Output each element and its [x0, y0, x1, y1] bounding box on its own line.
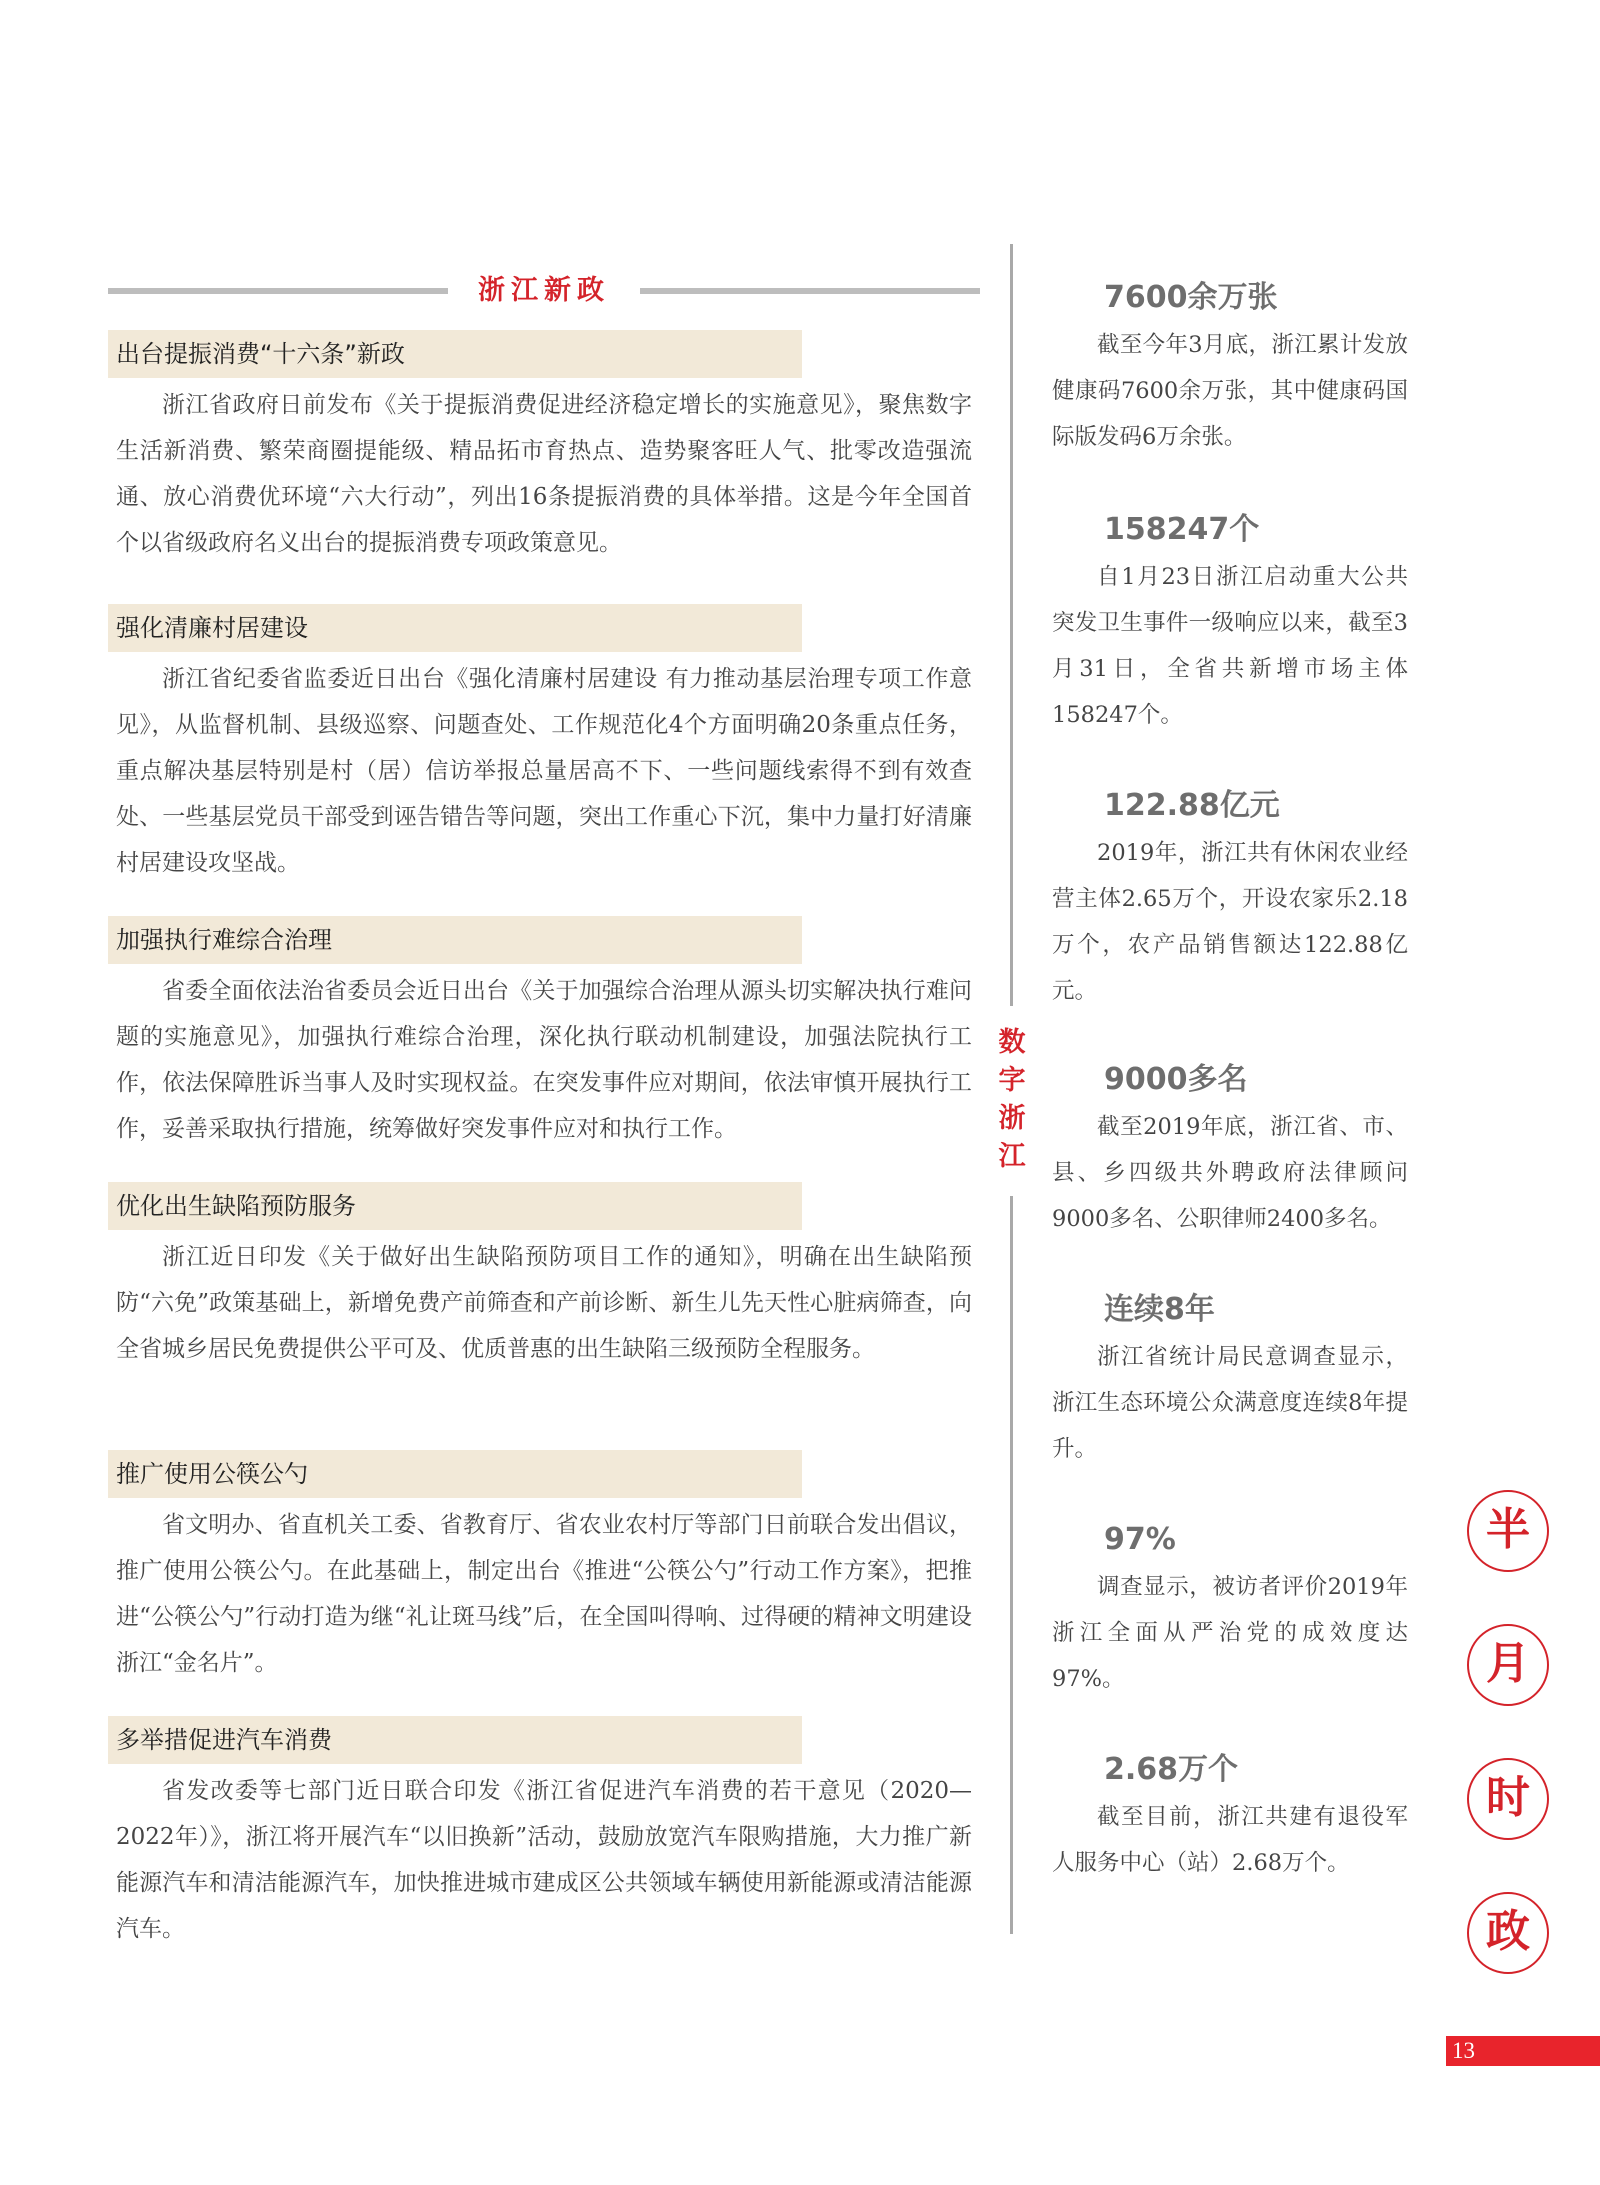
column-title-char: 时	[1467, 1758, 1549, 1840]
stat-party-governance	[1052, 1518, 1408, 1702]
article-birth-defects	[108, 1182, 980, 1372]
stat-desc: 浙江省统计局民意调查显示，浙江生态环境公众满意度连续8年提升。	[1052, 1344, 1408, 1462]
article-heading: 强化清廉村居建设	[108, 604, 802, 652]
article-body: 浙江近日印发《关于做好出生缺陷预防项目工作的通知》，明确在出生缺陷预防“六免”政策基础上，新增免费产前筛查和产前诊断、新生儿先天性心脏病筛查，向全省城乡居民免费提供公平可及、优质普惠的出生缺陷三级预防全程服务。	[116, 1244, 972, 1362]
stat-market-entities	[1052, 508, 1408, 738]
article-body: 省委全面依法治省委员会近日出台《关于加强综合治理从源头切实解决执行难问题的实施意见》，加强执行难综合治理，深化执行联动机制建设，加强法院执行工作，依法保障胜诉当事人及时实现权益。在突发事件应对期间，依法审慎开展执行工作，妥善采取执行措施，统筹做好突发事件应对和执行工作。	[116, 978, 972, 1142]
article-serving-chopsticks	[108, 1450, 980, 1686]
divider-bottom	[1010, 1196, 1013, 1934]
section-title: 浙江新政	[478, 275, 610, 306]
column-title-char: 政	[1467, 1892, 1549, 1974]
stat-number: 2.68万个	[1104, 1752, 1239, 1787]
article-heading: 加强执行难综合治理	[108, 916, 802, 964]
stat-desc: 截至目前，浙江共建有退役军人服务中心（站）2.68万个。	[1052, 1804, 1408, 1876]
article-body: 省发改委等七部门近日联合印发《浙江省促进汽车消费的若干意见（2020—2022年）》，浙江将开展汽车“以旧换新”活动，鼓励放宽汽车限购措施，大力推广新能源汽车和清洁能源汽车，加快推进城市建成区公共领域车辆使用新能源或清洁能源汽车。	[116, 1778, 972, 1942]
sidebar-label	[994, 1024, 1030, 1176]
article-heading: 推广使用公筷公勺	[108, 1450, 802, 1498]
stat-desc: 自1月23日浙江启动重大公共突发卫生事件一级响应以来，截至3月31日，全省共新增市场主体158247个。	[1052, 564, 1408, 728]
stat-desc: 截至2019年底，浙江省、市、县、乡四级共外聘政府法律顾问9000多名、公职律师2400多名。	[1052, 1114, 1408, 1232]
stat-number: 7600余万张	[1104, 280, 1278, 315]
stat-number: 97%	[1104, 1522, 1176, 1557]
stat-number: 158247个	[1104, 512, 1260, 547]
article-body: 省文明办、省直机关工委、省教育厅、省农业农村厅等部门日前联合发出倡议，推广使用公筷公勺。在此基础上，制定出台《推进“公筷公勺”行动工作方案》，把推进“公筷公勺”行动打造为继“礼让斑马线”后，在全国叫得响、过得硬的精神文明建设浙江“金名片”。	[116, 1512, 972, 1676]
stat-agri-sales	[1052, 784, 1408, 1014]
article-heading: 出台提振消费“十六条”新政	[108, 330, 802, 378]
article-heading: 多举措促进汽车消费	[108, 1716, 802, 1764]
article-consumption	[108, 330, 980, 566]
page-number: 13	[1446, 2036, 1600, 2066]
stat-eco-satisfaction	[1052, 1288, 1408, 1472]
stat-number: 122.88亿元	[1104, 788, 1280, 823]
stat-number: 9000多名	[1104, 1062, 1248, 1097]
stat-number: 连续8年	[1104, 1292, 1215, 1327]
article-body: 浙江省纪委省监委近日出台《强化清廉村居建设 有力推动基层治理专项工作意见》，从监督机制、县级巡察、问题查处、工作规范化4个方面明确20条重点任务，重点解决基层特别是村（居）信访举报总量居高不下、一些问题线索得不到有效查处、一些基层党员干部受到诬告错告等问题，突出工作重心下沉，集中力量打好清廉村居建设攻坚战。	[116, 666, 972, 876]
article-auto-consumption	[108, 1716, 980, 1952]
section-header	[108, 272, 980, 312]
stat-legal-advisors	[1052, 1058, 1408, 1242]
sidebar-label-char: 江	[998, 1141, 1026, 1172]
sidebar-label-char: 数	[998, 1027, 1026, 1058]
column-title-char: 月	[1467, 1624, 1549, 1706]
stat-desc: 2019年，浙江共有休闲农业经营主体2.65万个，开设农家乐2.18万个，农产品销售额达122.88亿元。	[1052, 840, 1408, 1004]
sidebar-label-char: 浙	[998, 1103, 1026, 1134]
header-rule-right	[640, 288, 980, 294]
header-rule-left	[108, 288, 448, 294]
divider-top	[1010, 244, 1013, 1006]
article-body: 浙江省政府日前发布《关于提振消费促进经济稳定增长的实施意见》，聚焦数字生活新消费、繁荣商圈提能级、精品拓市育热点、造势聚客旺人气、批零改造强流通、放心消费优环境“六大行动”，列出16条提振消费的具体举措。这是今年全国首个以省级政府名义出台的提振消费专项政策意见。	[116, 392, 972, 556]
article-clean-village	[108, 604, 980, 886]
sidebar-label-char: 字	[998, 1065, 1026, 1096]
stat-health-code	[1052, 276, 1408, 460]
article-heading: 优化出生缺陷预防服务	[108, 1182, 802, 1230]
stat-veteran-centers	[1052, 1748, 1408, 1886]
article-enforcement	[108, 916, 980, 1152]
column-title-char: 半	[1467, 1490, 1549, 1572]
stat-desc: 截至今年3月底，浙江累计发放健康码7600余万张，其中健康码国际版发码6万余张。	[1052, 332, 1408, 450]
stat-desc: 调查显示，被访者评价2019年浙江全面从严治党的成效度达97%。	[1052, 1574, 1408, 1692]
